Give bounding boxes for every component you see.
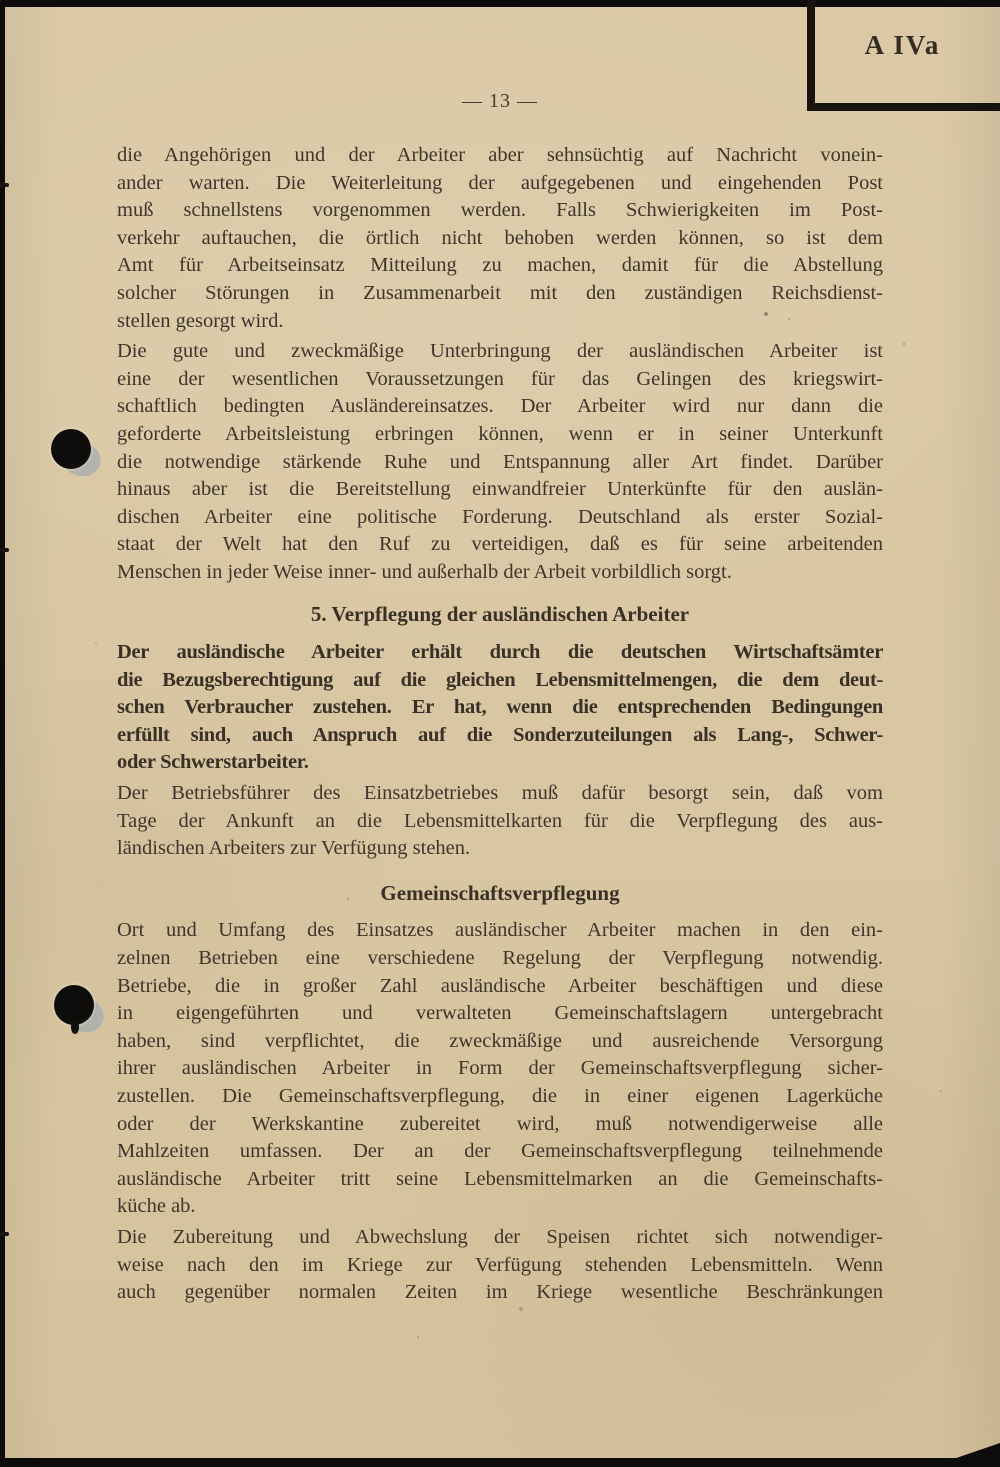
text-line: zelnen Betrieben eine verschiedene Regelung der Verpflegung notwendig. — [117, 947, 883, 970]
paragraph-betriebsfuehrer — [117, 780, 883, 863]
text-line: weise nach den im Kriege zur Verfügung stehenden Lebensmitteln. Wenn — [117, 1253, 883, 1276]
page-curl-bottom-right — [930, 1443, 1000, 1467]
hole-punch-bottom — [54, 985, 94, 1025]
text-line: die notwendige stärkende Ruhe und Entspannung aller Art findet. Darüber — [117, 450, 883, 473]
section-heading-verpflegung: 5. Verpflegung der ausländischen Arbeiter — [310, 601, 690, 626]
hole-punch-hole — [54, 985, 94, 1025]
edge-nick — [0, 183, 9, 187]
paragraph-unterbringung — [117, 338, 883, 586]
text-line: ländischen Arbeiters zur Verfügung stehen. — [117, 837, 471, 860]
text-line: die Bezugsberechtigung auf die gleichen Lebensmittelmengen, die dem deut- — [117, 668, 883, 691]
text-line: Die gute und zweckmäßige Unterbringung der ausländischen Arbeiter ist — [117, 340, 883, 363]
text-line: staat der Welt hat den Ruf zu verteidigen, daß es für seine arbeitenden — [117, 533, 883, 556]
text-line: Menschen in jeder Weise inner- und außerhalb der Arbeit vorbildlich sorgt. — [117, 560, 732, 583]
paragraph-lebensmittel-anspruch — [117, 639, 883, 777]
text-line: Betriebe, die in großer Zahl ausländische Arbeiter beschäftigen und diese — [117, 974, 883, 997]
text-line: ausländische Arbeiter tritt seine Lebensmittelmarken an die Gemeinschafts- — [117, 1167, 883, 1190]
hole-punch-top — [51, 429, 91, 469]
page-number: — 13 — — [462, 90, 538, 112]
paper-specks — [0, 0, 2, 2]
text-line: Der ausländische Arbeiter erhält durch die deutschen Wirtschaftsämter — [117, 641, 883, 664]
edge-nick — [0, 1232, 9, 1236]
text-line: muß schnellstens vorgenommen werden. Falls Schwierigkeiten im Post- — [117, 199, 883, 222]
text-line: erfüllt sind, auch Anspruch auf die Sonderzuteilungen als Lang-, Schwer- — [117, 723, 883, 746]
text-line: küche ab. — [117, 1195, 196, 1218]
text-line: Amt für Arbeitseinsatz Mitteilung zu machen, damit für die Abstellung — [117, 254, 883, 277]
text-line: geforderte Arbeitsleistung erbringen können, wenn er in seiner Unterkunft — [117, 422, 883, 445]
hole-punch-ink-drip — [71, 1021, 79, 1034]
text-line: Mahlzeiten umfassen. Der an der Gemeinschaftsverpflegung teilnehmende — [117, 1140, 883, 1163]
text-line: Ort und Umfang des Einsatzes ausländischer Arbeiter machen in den ein- — [117, 919, 883, 942]
text-line: hinaus aber ist die Bereitstellung einwandfreier Unterkünfte für den auslän- — [117, 478, 883, 501]
text-line: oder Schwerstarbeiter. — [117, 751, 309, 774]
paragraph-post-weiterleitung — [117, 142, 883, 335]
text-line: verkehr auftauchen, die örtlich nicht behoben werden können, so ist dem — [117, 226, 883, 249]
text-line: die Angehörigen und der Arbeiter aber sehnsüchtig auf Nachricht vonein- — [117, 144, 883, 166]
text-line: Der Betriebsführer des Einsatzbetriebes muß dafür besorgt sein, daß vom — [117, 782, 883, 805]
text-column — [117, 142, 883, 1307]
text-line: ihrer ausländischen Arbeiter in Form der Gemeinschaftsverpflegung sicher- — [117, 1057, 883, 1080]
text-line: zustellen. Die Gemeinschaftsverpflegung, die in einer eigenen Lagerküche — [117, 1085, 883, 1107]
text-line: dischen Arbeiter eine politische Forderung. Deutschland als erster Sozial- — [117, 505, 883, 528]
text-line: eine der wesentlichen Voraussetzungen für das Gelingen des kriegswirt- — [117, 367, 883, 390]
hole-punch-hole — [51, 429, 91, 469]
text-line: oder der Werkskantine zubereitet wird, muß notwendigerweise alle — [117, 1112, 883, 1135]
classification-label: A IVa — [864, 30, 941, 60]
text-line: solcher Störungen in Zusammenarbeit mit den zuständigen Reichsdienst- — [117, 281, 883, 304]
text-line: auch gegenüber normalen Zeiten im Kriege wesentliche Beschränkungen — [117, 1281, 883, 1304]
text-line: Die Zubereitung und Abwechslung der Speisen richtet sich notwendiger- — [117, 1225, 883, 1248]
edge-nick — [0, 548, 9, 552]
scan-edge-left — [0, 0, 5, 1467]
text-line: Tage der Ankunft an die Lebensmittelkarten für die Verpflegung des aus- — [117, 809, 883, 832]
paragraph-gemeinschafts-regelung — [117, 917, 883, 1221]
section-heading-gemeinschaftsverpflegung: Gemeinschaftsverpflegung — [380, 880, 620, 905]
scan-edge-bottom — [0, 1458, 1000, 1467]
paragraph-zubereitung — [117, 1224, 883, 1307]
scan-edge-top — [0, 0, 1000, 7]
text-line: in eigengeführten und verwalteten Gemeinschaftslagern untergebracht — [117, 1002, 883, 1025]
text-line: haben, sind verpflichtet, die zweckmäßige und ausreichende Versorgung — [117, 1029, 883, 1052]
text-line: stellen gesorgt wird. — [117, 309, 284, 332]
text-line: schen Verbraucher zustehen. Er hat, wenn die entsprechenden Bedingungen — [117, 696, 883, 719]
text-line: schaftlich bedingten Ausländereinsatzes. Der Arbeiter wird nur dann die — [117, 395, 883, 418]
text-line: ander warten. Die Weiterleitung der aufgegebenen und eingehenden Post — [117, 171, 883, 194]
